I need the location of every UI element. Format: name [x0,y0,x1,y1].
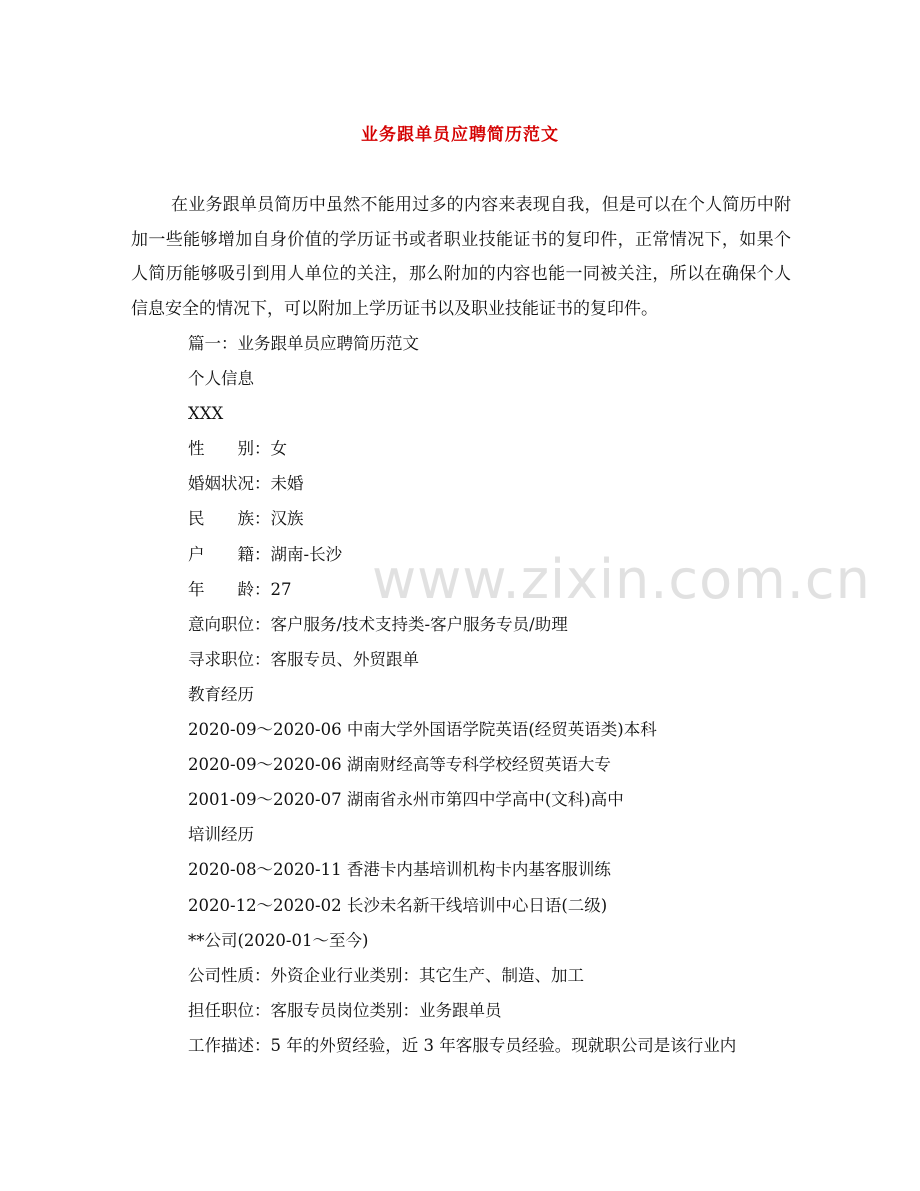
education-entry: 2020-09～2020-06 中南大学外国语学院英语(经贸英语类)本科 [188,720,657,740]
document-title: 业务跟单员应聘简历范文 [361,125,559,145]
training-entry: 2020-12～2020-02 长沙未名新干线培训中心日语(二级) [188,895,608,915]
section-heading-training: 培训经历 [188,825,254,845]
training-entry: 2020-08～2020-11 香港卡内基培训机构卡内基客服训练 [188,860,611,880]
company-line: **公司(2020-01～至今) [188,930,369,950]
company-nature-line: 公司性质：外资企业行业类别：其它生产、制造、加工 [188,965,584,985]
household-registration-line: 户 籍：湖南-长沙 [188,544,343,564]
section-heading-personal-info: 个人信息 [188,369,254,389]
section-heading-part-one: 篇一：业务跟单员应聘简历范文 [188,334,419,353]
age-line: 年 龄：27 [188,579,292,599]
education-entry: 2001-09～2020-07 湖南省永州市第四中学高中(文科)高中 [188,790,624,810]
resume-lines [188,326,798,1063]
watermark: www.zixin.com.cn [372,548,871,611]
gender-line: 性 别：女 [188,439,287,459]
intro-paragraph: 在业务跟单员简历中虽然不能用过多的内容来表现自我，但是可以在个人简历中附加一些能够增加自身价值的学历证书或者职业技能证书的复印件，正常情况下，如果个人简历能够吸引到用人单位的关注，那么附加的内容也能一同被关注，所以在确保个人信息安全的情况下，可以附加上学历证书以及职业技能证书的复印件。 [131,195,791,319]
ethnicity-line: 民 族：汉族 [188,509,304,529]
section-heading-education: 教育经历 [188,684,254,704]
job-description-line: 工作描述：5 年的外贸经验，近 3 年客服专员经验。现就职公司是该行业内 [188,1035,737,1055]
job-title-line: 担任职位：客服专员岗位类别：业务跟单员 [188,1000,502,1020]
intended-position-line: 意向职位：客户服务/技术支持类-客户服务专员/助理 [188,614,568,634]
education-entry: 2020-09～2020-06 湖南财经高等专科学校经贸英语大专 [188,755,611,775]
sought-position-line: 寻求职位：客服专员、外贸跟单 [188,649,419,669]
marital-status-line: 婚姻状况：未婚 [188,474,304,494]
name-line: XXX [188,404,224,424]
